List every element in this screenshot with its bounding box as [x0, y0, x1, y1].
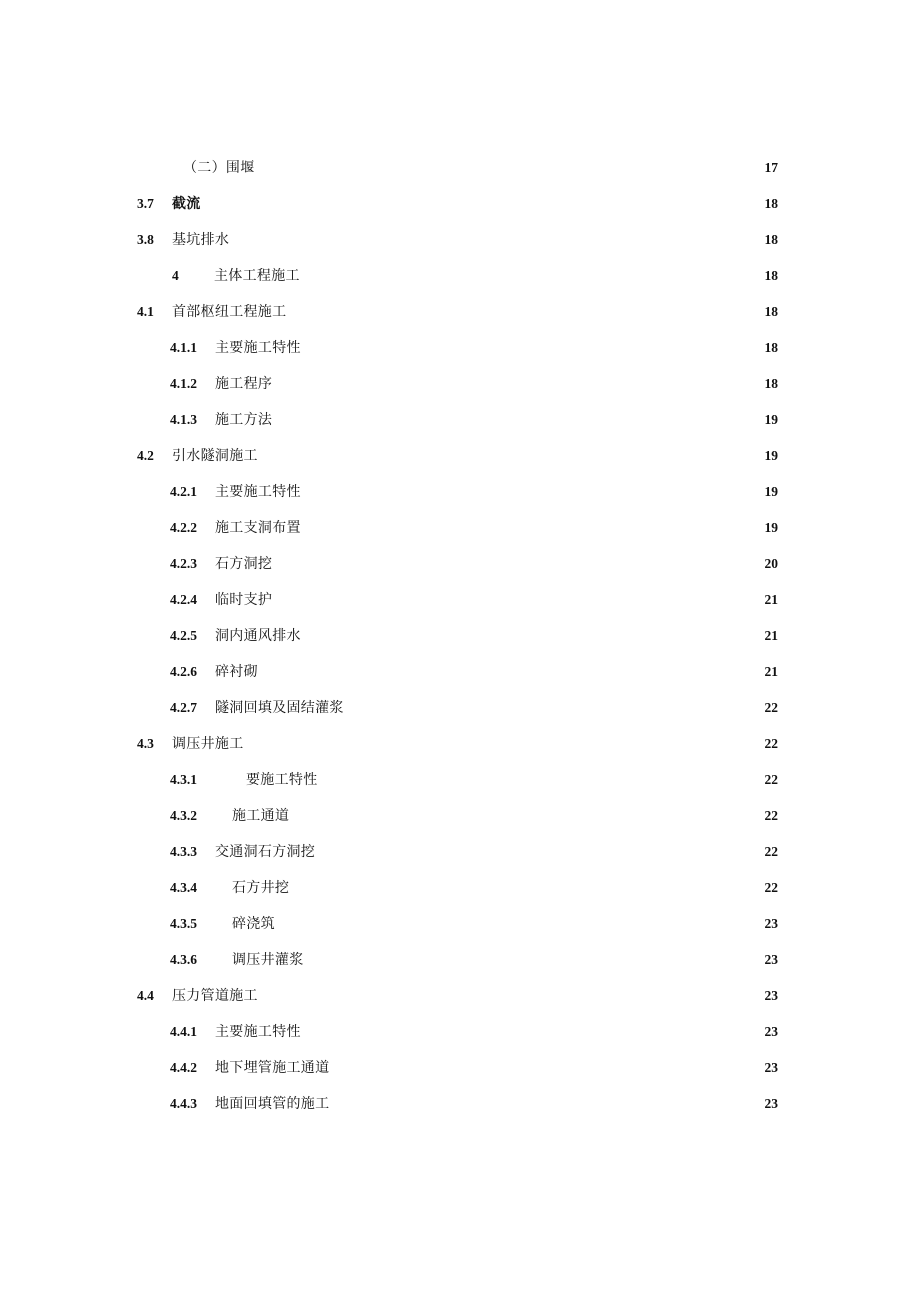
toc-title: 施工支洞布置	[215, 516, 304, 540]
toc-entry[interactable]	[0, 156, 920, 180]
dot-leader	[232, 228, 756, 252]
toc-number: 4.1.1	[170, 340, 197, 355]
dot-leader	[304, 336, 756, 360]
toc-page-number: 22	[764, 700, 778, 715]
toc-number: 4.2.4	[170, 592, 197, 607]
toc-number: 4.4.2	[170, 1060, 197, 1075]
toc-number: 4.4.3	[170, 1096, 197, 1111]
toc-number: 4.1	[137, 304, 154, 319]
dot-leader	[289, 300, 756, 324]
toc-page-number: 22	[764, 772, 778, 787]
dot-leader	[292, 876, 756, 900]
toc-entry[interactable]	[0, 948, 920, 972]
toc-entry[interactable]	[0, 552, 920, 576]
toc-entry[interactable]	[0, 480, 920, 504]
toc-page-number: 22	[764, 808, 778, 823]
toc-page-number: 18	[764, 304, 778, 319]
toc-number: 4.3.5	[170, 916, 197, 931]
toc-page-number: 23	[764, 916, 778, 931]
dot-leader	[304, 516, 756, 540]
toc-title: 施工方法	[215, 408, 275, 432]
dot-leader	[321, 768, 757, 792]
dot-leader	[261, 660, 756, 684]
toc-entry[interactable]	[0, 840, 920, 864]
toc-title: 石方洞挖	[215, 552, 275, 576]
toc-number: 4.2.6	[170, 664, 197, 679]
toc-page-number: 19	[764, 484, 778, 499]
toc-number: 4.2.2	[170, 520, 197, 535]
toc-title: 主要施工特性	[215, 480, 304, 504]
toc-page-number: 19	[764, 448, 778, 463]
toc-title: 压力管道施工	[172, 984, 261, 1008]
toc-entry[interactable]	[0, 336, 920, 360]
dot-leader	[278, 912, 756, 936]
toc-entry[interactable]	[0, 768, 920, 792]
toc-title: 碎浇筑	[232, 912, 278, 936]
dot-leader	[292, 804, 756, 828]
toc-entry[interactable]	[0, 372, 920, 396]
toc-page-number: 19	[764, 520, 778, 535]
toc-page-number: 19	[764, 412, 778, 427]
dot-leader	[275, 372, 756, 396]
toc-number: 4.2.7	[170, 700, 197, 715]
toc-page-number: 21	[764, 592, 778, 607]
toc-title: 引水隧洞施工	[172, 444, 261, 468]
toc-title: 石方井挖	[232, 876, 292, 900]
toc-title: 施工程序	[215, 372, 275, 396]
dot-leader	[275, 408, 756, 432]
toc-title: 洞内通风排水	[215, 624, 304, 648]
toc-page-number: 18	[764, 340, 778, 355]
toc-entry[interactable]	[0, 408, 920, 432]
toc-page-number: 23	[764, 988, 778, 1003]
toc-page-number: 23	[764, 1096, 778, 1111]
toc-number: 4.1.3	[170, 412, 197, 427]
toc-page-number: 21	[764, 664, 778, 679]
toc-title: 碎衬砌	[215, 660, 261, 684]
toc-title: 调压井施工	[172, 732, 247, 756]
toc-page-number: 18	[764, 196, 778, 211]
toc-number: 4.4.1	[170, 1024, 197, 1039]
dot-leader	[307, 948, 757, 972]
toc-number: 4.4	[137, 988, 154, 1003]
toc-entry[interactable]	[0, 660, 920, 684]
toc-number: 4.3	[137, 736, 154, 751]
dot-leader	[304, 624, 756, 648]
toc-entry[interactable]	[0, 912, 920, 936]
toc-number: 4.3.1	[170, 772, 197, 787]
dot-leader	[258, 156, 757, 180]
toc-title: 施工通道	[232, 804, 292, 828]
toc-title: 调压井灌浆	[232, 948, 307, 972]
toc-page-number: 18	[764, 376, 778, 391]
toc-entry[interactable]	[0, 228, 920, 252]
toc-entry[interactable]	[0, 984, 920, 1008]
toc-entry[interactable]	[0, 444, 920, 468]
toc-number: 4.2.1	[170, 484, 197, 499]
toc-title: 主要施工特性	[215, 1020, 304, 1044]
toc-page-number: 22	[764, 880, 778, 895]
toc-number: 4.2.3	[170, 556, 197, 571]
dot-leader	[204, 192, 756, 216]
toc-title: 地下埋管施工通道	[215, 1056, 332, 1080]
toc-entry[interactable]	[0, 876, 920, 900]
toc-page-number: 23	[764, 1024, 778, 1039]
toc-page-number: 18	[764, 268, 778, 283]
toc-page-number: 17	[764, 160, 778, 175]
toc-entry[interactable]	[0, 588, 920, 612]
dot-leader	[304, 1020, 756, 1044]
toc-entry[interactable]	[0, 624, 920, 648]
toc-title: 主要施工特性	[215, 336, 304, 360]
toc-entry[interactable]	[0, 1056, 920, 1080]
toc-title: 地面回填管的施工	[215, 1092, 332, 1116]
toc-entry[interactable]	[0, 1020, 920, 1044]
toc-title: （二）围堰	[183, 156, 258, 180]
toc-page-number: 18	[764, 232, 778, 247]
toc-title: 首部枢纽工程施工	[172, 300, 289, 324]
toc-page-number: 23	[764, 952, 778, 967]
dot-leader	[318, 840, 756, 864]
toc-number: 3.8	[137, 232, 154, 247]
toc-title: 隧洞回填及固结灌浆	[215, 696, 347, 720]
toc-page-number: 23	[764, 1060, 778, 1075]
toc-entry[interactable]	[0, 264, 920, 288]
toc-entry[interactable]	[0, 732, 920, 756]
dot-leader	[332, 1092, 756, 1116]
toc-title: 主体工程施工	[214, 264, 303, 288]
toc-number: 3.7	[137, 196, 154, 211]
toc-title: 要施工特性	[246, 768, 321, 792]
toc-number: 4	[172, 268, 179, 283]
toc-entry[interactable]	[0, 804, 920, 828]
toc-entry[interactable]	[0, 300, 920, 324]
toc-entry[interactable]	[0, 516, 920, 540]
toc-title: 基坑排水	[172, 228, 232, 252]
toc-number: 4.1.2	[170, 376, 197, 391]
dot-leader	[332, 1056, 756, 1080]
toc-number: 4.2.5	[170, 628, 197, 643]
dot-leader	[275, 552, 756, 576]
toc-page-number: 22	[764, 844, 778, 859]
dot-leader	[247, 732, 757, 756]
toc-page-number: 22	[764, 736, 778, 751]
dot-leader	[261, 984, 756, 1008]
toc-entry[interactable]	[0, 1092, 920, 1116]
toc-number: 4.3.6	[170, 952, 197, 967]
toc-title: 交通洞石方洞挖	[215, 840, 318, 864]
dot-leader	[347, 696, 756, 720]
toc-title: 临时支护	[215, 588, 275, 612]
toc-number: 4.3.2	[170, 808, 197, 823]
dot-leader	[304, 480, 756, 504]
toc-page-number: 21	[764, 628, 778, 643]
toc-number: 4.3.4	[170, 880, 197, 895]
dot-leader	[303, 264, 756, 288]
toc-entry[interactable]	[0, 192, 920, 216]
dot-leader	[261, 444, 756, 468]
toc-number: 4.3.3	[170, 844, 197, 859]
dot-leader	[275, 588, 756, 612]
toc-entry[interactable]	[0, 696, 920, 720]
toc-number: 4.2	[137, 448, 154, 463]
toc-title: 截流	[172, 192, 204, 216]
toc-page-number: 20	[764, 556, 778, 571]
